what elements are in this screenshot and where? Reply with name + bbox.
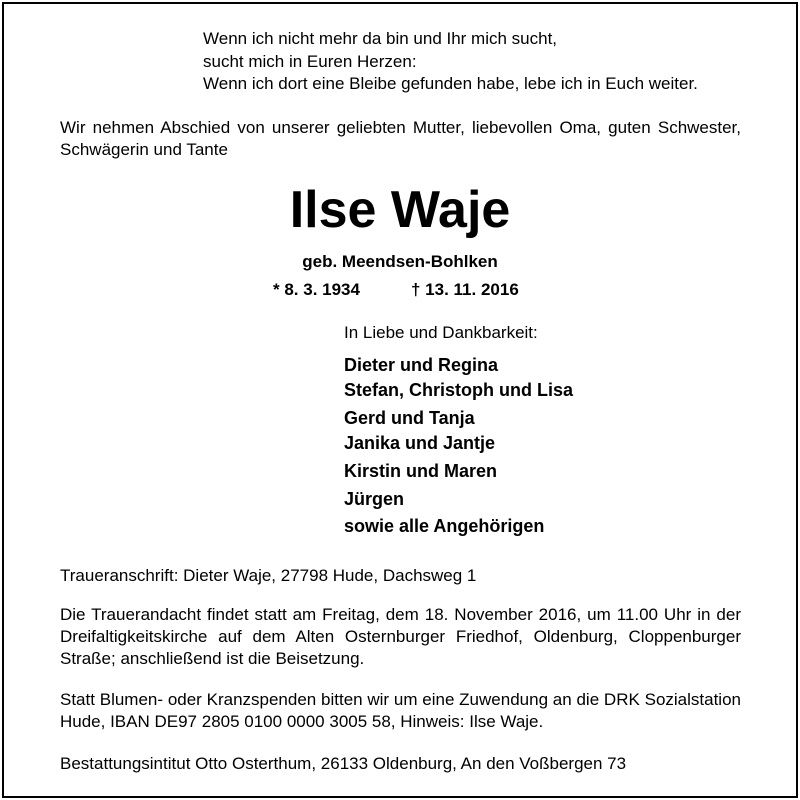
mourner-name: Kirstin und Maren bbox=[344, 461, 498, 481]
mourner-name: sowie alle Angehörigen bbox=[344, 516, 545, 536]
poem-line: Wenn ich dort eine Bleibe gefunden habe, lebe ich in Euch weiter. bbox=[203, 74, 698, 93]
mourner-name: Janika und Jantje bbox=[344, 433, 496, 453]
mourner-name: Gerd und Tanja bbox=[344, 408, 475, 428]
mourner-name: Dieter und Regina bbox=[344, 355, 499, 375]
birth-name: geb. Meendsen-Bohlken bbox=[302, 252, 498, 271]
mourner-name: Jürgen bbox=[344, 489, 405, 509]
deceased-name: Ilse Waje bbox=[289, 181, 511, 239]
poem-line: Wenn ich nicht mehr da bin und Ihr mich sucht, bbox=[203, 29, 558, 48]
birth-date: * 8. 3. 1934 bbox=[273, 280, 360, 299]
mourner-name: Stefan, Christoph und Lisa bbox=[344, 380, 574, 400]
funeral-home: Bestattungsintitut Otto Osterthum, 26133 Oldenburg, An den Voßbergen 73 bbox=[60, 754, 627, 773]
donation-info: Statt Blumen- oder Kranzspenden bitten wir um eine Zuwendung an die DRK Sozialstation Hude, IBAN DE97 2805 0100 0000 3005 58, Hinweis: Ilse Waje. bbox=[60, 690, 741, 731]
mourners-heading: In Liebe und Dankbarkeit: bbox=[344, 323, 538, 342]
service-info: Die Trauerandacht findet statt am Freitag, dem 18. November 2016, um 11.00 Uhr in der Dreifaltigkeitskirche auf dem Alten Osternburger Friedhof, Oldenburg, Cloppenburger Straße; anschließend ist die Beisetzung. bbox=[60, 605, 741, 668]
mourning-address: Traueranschrift: Dieter Waje, 27798 Hude, Dachsweg 1 bbox=[60, 566, 477, 585]
poem-line: sucht mich in Euren Herzen: bbox=[203, 52, 417, 71]
intro-text: Wir nehmen Abschied von unserer geliebten Mutter, liebevollen Oma, guten Schwester, Schwägerin und Tante bbox=[60, 118, 741, 159]
death-date: † 13. 11. 2016 bbox=[411, 280, 519, 299]
